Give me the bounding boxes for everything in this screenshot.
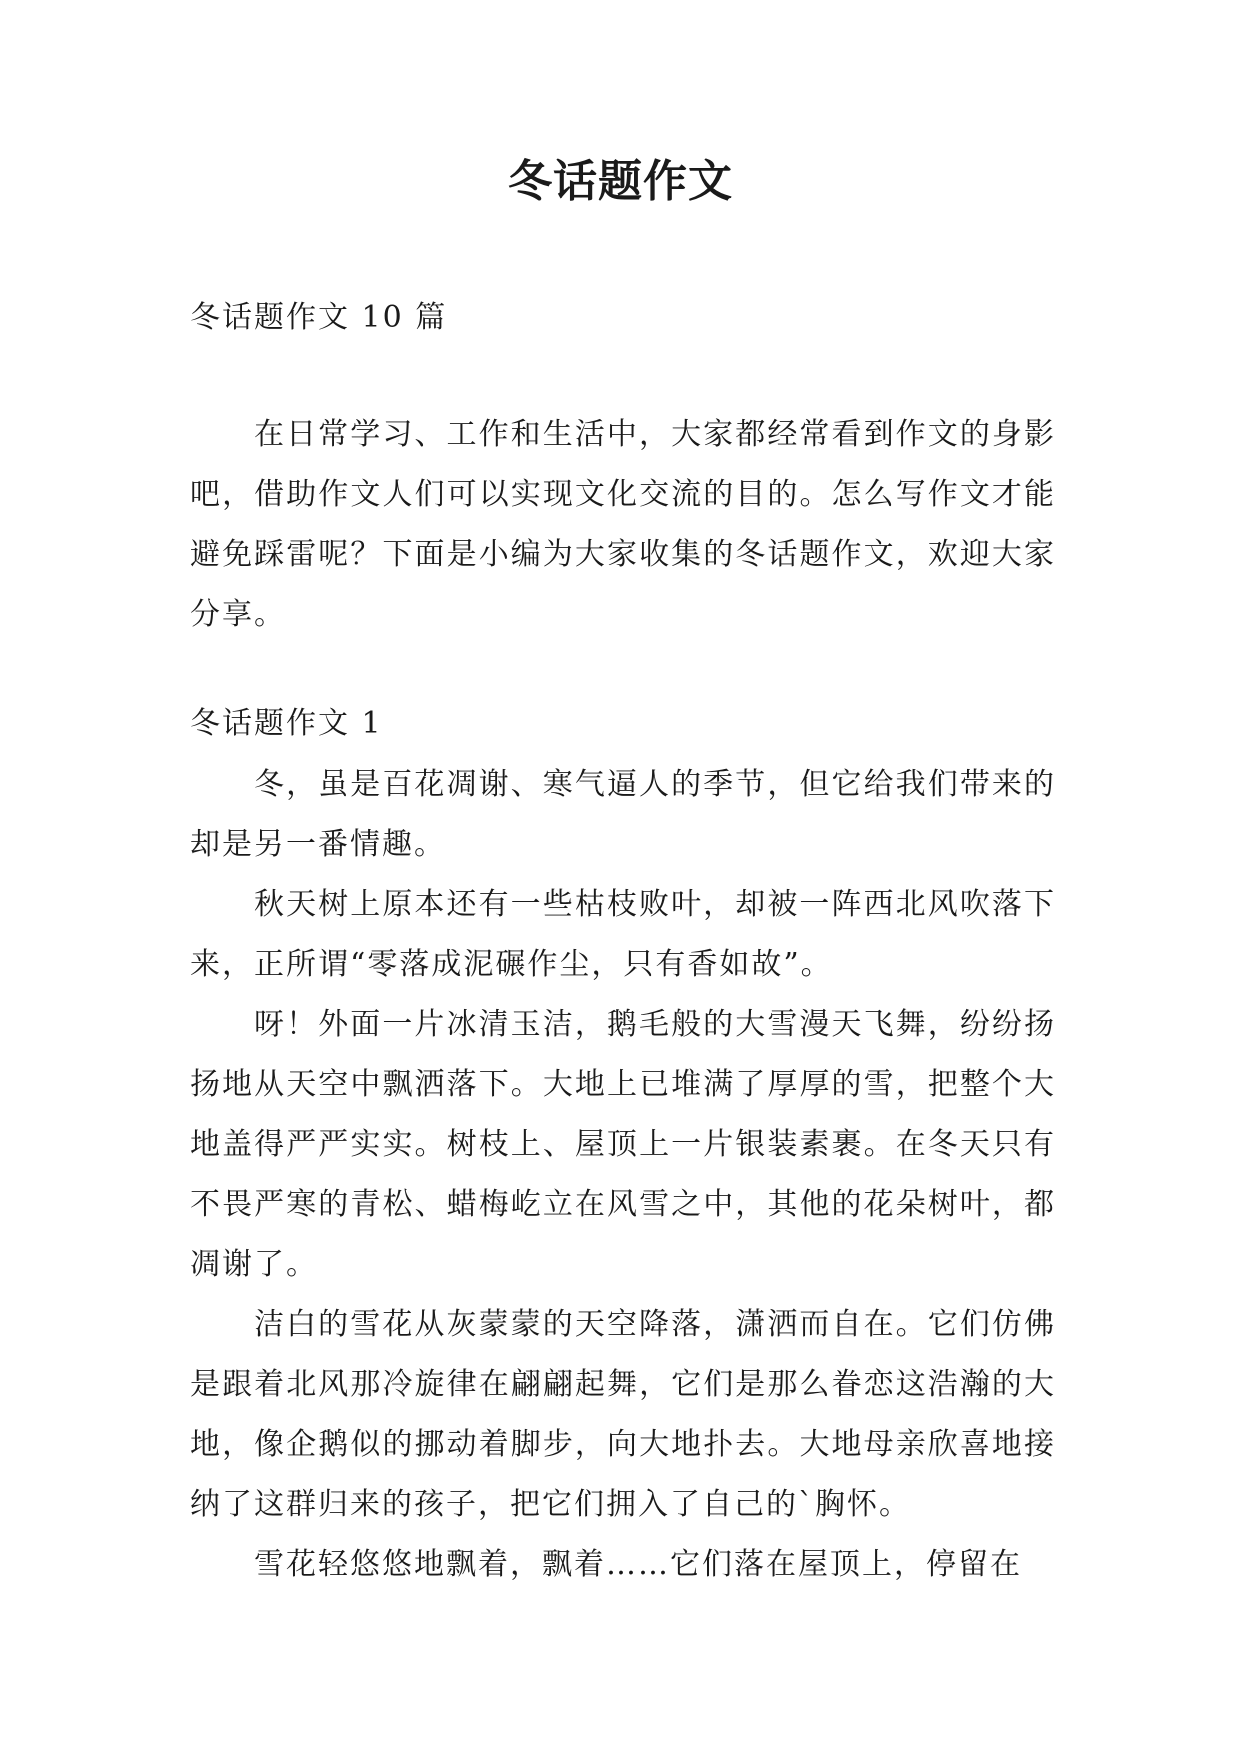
document-title: 冬话题作文 xyxy=(508,156,733,207)
section-heading: 冬话题作文 1 xyxy=(190,706,383,741)
body-paragraph: 雪花轻悠悠地飘着，飘着……它们落在屋顶上，停留在 xyxy=(254,1547,1022,1582)
body-paragraph: 呀！外面一片冰清玉洁，鹅毛般的大雪漫天飞舞，纷纷扬扬地从天空中飘洒落下。大地上已堆满了厚厚的雪，把整个大地盖得严严实实。树枝上、屋顶上一片银装素裹。在冬天只有不畏严寒的青松、蜡梅屹立在风雪之中，其他的花朵树叶，都凋谢了。 xyxy=(190,1007,1056,1282)
intro-paragraph: 在日常学习、工作和生活中，大家都经常看到作文的身影吧，借助作文人们可以实现文化交流的目的。怎么写作文才能避免踩雷呢？下面是小编为大家收集的冬话题作文，欢迎大家分享。 xyxy=(190,417,1056,632)
body-paragraph: 洁白的雪花从灰蒙蒙的天空降落，潇洒而自在。它们仿佛是跟着北风那冷旋律在翩翩起舞，它们是那么眷恋这浩瀚的大地，像企鹅似的挪动着脚步，向大地扑去。大地母亲欣喜地接纳了这群归来的孩子，把它们拥入了自己的`胸怀。 xyxy=(190,1307,1056,1522)
essay-body xyxy=(190,755,1056,1595)
body-paragraph: 冬，虽是百花凋谢、寒气逼人的季节，但它给我们带来的却是另一番情趣。 xyxy=(190,767,1056,862)
body-paragraph: 秋天树上原本还有一些枯枝败叶，却被一阵西北风吹落下来，正所谓“零落成泥碾作尘，只有香如故”。 xyxy=(190,887,1056,982)
document-subtitle: 冬话题作文 10 篇 xyxy=(190,300,448,335)
